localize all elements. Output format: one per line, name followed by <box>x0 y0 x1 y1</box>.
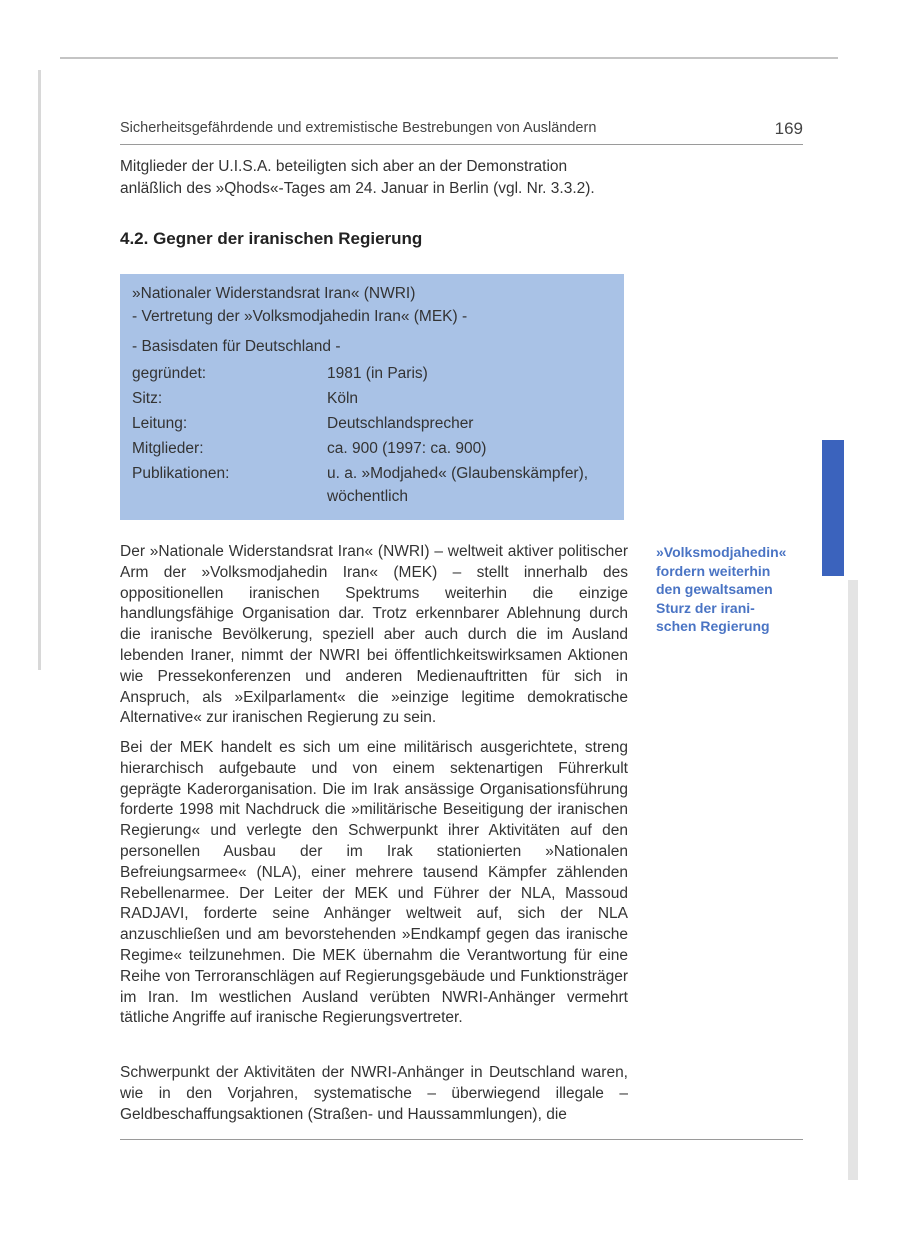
fact-value: Deutschlandsprecher <box>327 415 474 432</box>
fact-value: u. a. »Modjahed« (Glaubenskämpfer), wöchentlich <box>327 465 589 505</box>
chapter-tab-marker <box>822 440 844 576</box>
section-heading: 4.2. Gegner der iranischen Regierung <box>120 229 423 248</box>
body-paragraph-mek: Bei der MEK handelt es sich um eine militärisch ausgerichtete, streng hierarchisch aufgebaute und von einem sektenartigen Führerkult geprägte Kaderorganisation. Die im Irak ansässige Organisationsführung forderte 1998 mit Nachdruck die »militärische Beseitigung der iranischen Regierung« und verlegte den Schwerpunkt ihrer Aktivitäten auf den personellen Ausbau der im Irak stationierten »Nationalen Befreiungsarmee« (NLA), einer mehrere tausend Kämpfer zählenden Rebellenarmee. Der Leiter der MEK und Führer der NLA, Massoud RADJAVI, forderte seine Anhänger weltweit auf, sich der NLA anzuschließen und am bevorstehenden »Endkampf gegen das iranische Regime« teilzunehmen. Die MEK übernahm die Verantwortung für eine Reihe von Terroranschlägen auf Regierungsgebäude und Funktionsträger im Iran. Im westlichen Ausland verübten NWRI-Anhänger vermehrt tätliche Angriffe auf iranische Regierungsvertreter. <box>120 739 628 1027</box>
fact-value: Köln <box>327 390 359 407</box>
intro-line: Mitglieder der U.I.S.A. beteiligten sich aber an der Demonstration <box>120 158 568 175</box>
body-paragraph-activities: Schwerpunkt der Aktivitäten der NWRI-Anhänger in Deutschland waren, wie in den Vorjahren, systematische – überwiegend illegale – Geldbeschaffungsaktionen (Straßen- und Haussammlungen), die <box>120 1064 628 1123</box>
fact-row-leadership <box>132 412 624 435</box>
fact-label: gegründet: <box>132 365 207 382</box>
margin-note-line: Sturz der irani- <box>656 599 755 616</box>
scan-left-edge <box>38 70 41 670</box>
fact-box-title: »Nationaler Widerstandsrat Iran« (NWRI) <box>132 285 416 302</box>
fact-value: ca. 900 (1997: ca. 900) <box>327 440 487 457</box>
intro-paragraph <box>120 156 632 200</box>
fact-table <box>132 362 624 508</box>
fact-label: Publikationen: <box>132 465 230 482</box>
margin-note-line: schen Regierung <box>656 618 770 634</box>
header-divider <box>120 144 803 145</box>
fact-box <box>120 274 624 520</box>
footer-divider <box>120 1139 803 1140</box>
page-number: 169 <box>774 119 803 138</box>
fact-box-title-sub: - Vertretung der »Volksmodjahedin Iran« (MEK) - <box>132 308 468 325</box>
fact-row-publications <box>132 462 624 508</box>
margin-note-line: den gewaltsamen <box>656 581 773 597</box>
page-header <box>120 119 803 143</box>
fact-label: Sitz: <box>132 390 163 407</box>
fact-value: 1981 (in Paris) <box>327 365 428 382</box>
margin-note-line: fordern weiterhin <box>656 562 771 579</box>
margin-note <box>656 543 806 636</box>
scan-right-edge <box>848 580 858 1180</box>
scan-top-rule <box>60 57 838 59</box>
fact-row-founded <box>132 362 624 385</box>
fact-row-seat <box>132 387 624 410</box>
fact-label: Leitung: <box>132 415 188 432</box>
running-head: Sicherheitsgefährdende und extremistische Bestrebungen von Ausländern <box>120 120 597 136</box>
body-paragraph-nwri: Der »Nationale Widerstandsrat Iran« (NWRI) – weltweit aktiver politischer Arm der »Volksmodjahedin Iran« (MEK) – stellt innerhalb des oppositionellen iranischen Spektrums weiterhin die einzige handlungsfähige Organisation dar. Trotz erkennbarer Ablehnung durch die iranische Bevölkerung, speziell aber auch durch die im Ausland lebenden Iraner, nimmt der NWRI bei öffentlichkeitswirksamen Aktionen wie Pressekonferenzen und anderen Medienauftritten für sich in Anspruch, als »Exilparlament« die »einzige legitime demokratische Alternative« zur iranischen Regierung zu sein. <box>120 543 628 727</box>
margin-note-line: »Volksmodjahedin« <box>656 544 787 560</box>
fact-label: Mitglieder: <box>132 440 204 457</box>
intro-line: anläßlich des »Qhods«-Tages am 24. Januar in Berlin (vgl. Nr. 3.3.2). <box>120 180 595 197</box>
fact-row-members <box>132 437 624 460</box>
fact-box-subtitle: - Basisdaten für Deutschland - <box>132 338 341 355</box>
